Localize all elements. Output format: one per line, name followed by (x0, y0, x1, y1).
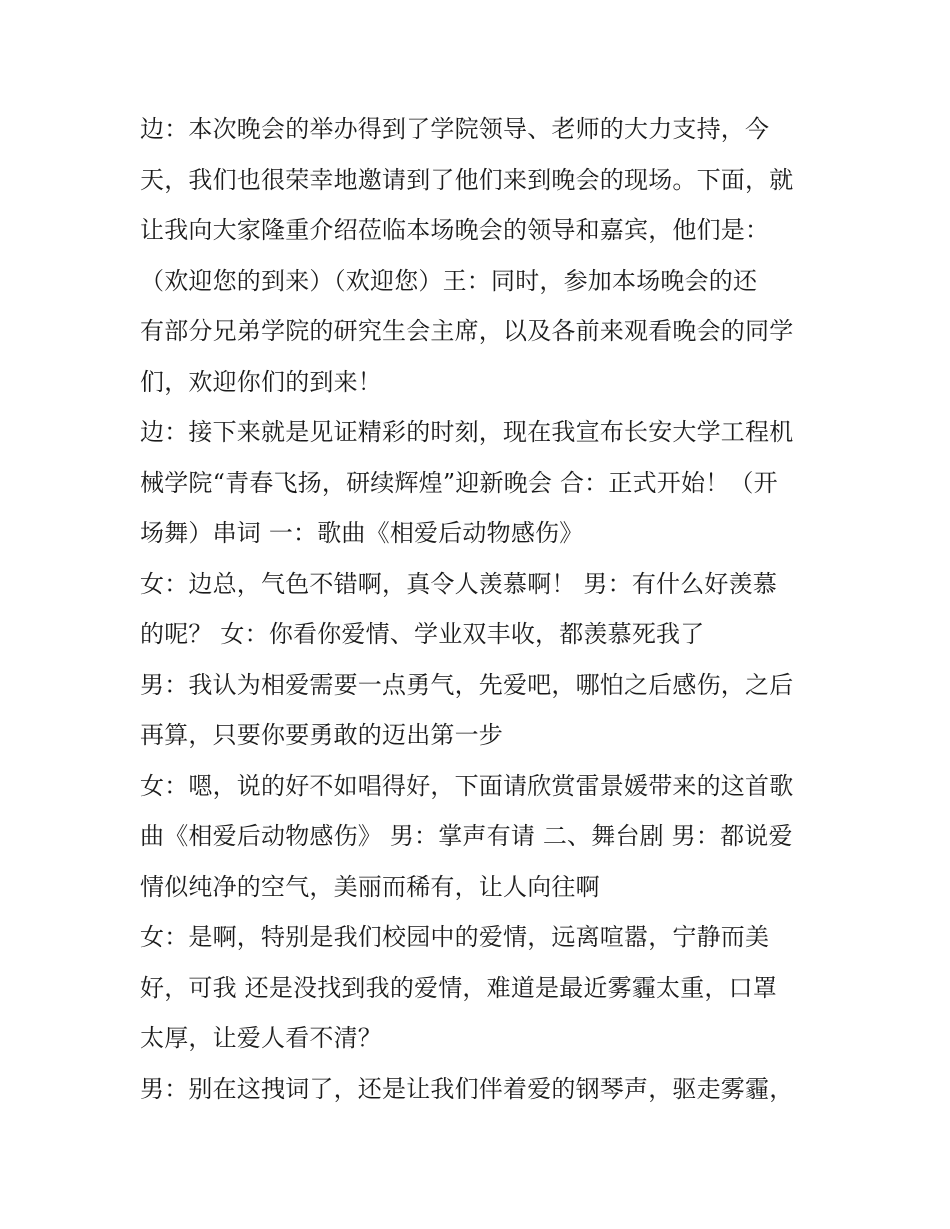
text-line: 有部分兄弟学院的研究生会主席，以及各前来观看晚会的同学 (140, 317, 794, 345)
text-line: 好，可我 还是没找到我的爱情，难道是最近雾霾太重，口罩 (140, 973, 778, 1002)
text-line: 男：我认为相爱需要一点勇气，先爱吧，哪怕之后感伤，之后 (140, 670, 794, 699)
text-line: 情似纯净的空气，美丽而稀有，让人向往啊 (140, 872, 600, 901)
text-line: 的呢？ 女：你看你爱情、学业双丰收，都羡慕死我了 (140, 620, 705, 648)
text-line: 场舞）串词 一：歌曲《相爱后动物感伤》 (140, 519, 584, 547)
text-line: 天，我们也很荣幸地邀请到了他们来到晚会的现场。下面，就 (140, 165, 794, 194)
text-line: 太厚，让爱人看不清？ (140, 1024, 382, 1052)
text-line: 再算，只要你要勇敢的迈出第一步 (140, 721, 503, 749)
text-line: 边：接下来就是见证精彩的时刻，现在我宣布长安大学工程机 (140, 418, 794, 446)
body-text (140, 104, 820, 1114)
text-line: 边：本次晚会的举办得到了学院领导、老师的大力支持，今 (140, 115, 770, 143)
text-line: 曲《相爱后动物感伤》 男：掌声有请 二、舞台剧 男：都说爱 (140, 822, 793, 850)
text-line: 械学院“青春飞扬，研续辉煌”迎新晚会 合：正式开始！（开 (140, 468, 778, 497)
text-line: 男：别在这拽词了，还是让我们伴着爱的钢琴声，驱走雾霾， (140, 1074, 794, 1103)
text-line: 让我向大家隆重介绍莅临本场晚会的领导和嘉宾，他们是： (140, 216, 770, 244)
text-line: 们，欢迎你们的到来！ (140, 367, 382, 396)
text-line: 女：边总，气色不错啊，真令人羡慕啊！ 男：有什么好羡慕 (140, 569, 778, 598)
text-line: 女：嗯，说的好不如唱得好，下面请欣赏雷景媛带来的这首歌 (140, 771, 794, 800)
text-line: 女：是啊，特别是我们校园中的爱情，远离喧嚣，宁静而美 (140, 923, 770, 951)
text-line: （欢迎您的到来）（欢迎您）王：同时，参加本场晚会的还 (140, 266, 758, 295)
